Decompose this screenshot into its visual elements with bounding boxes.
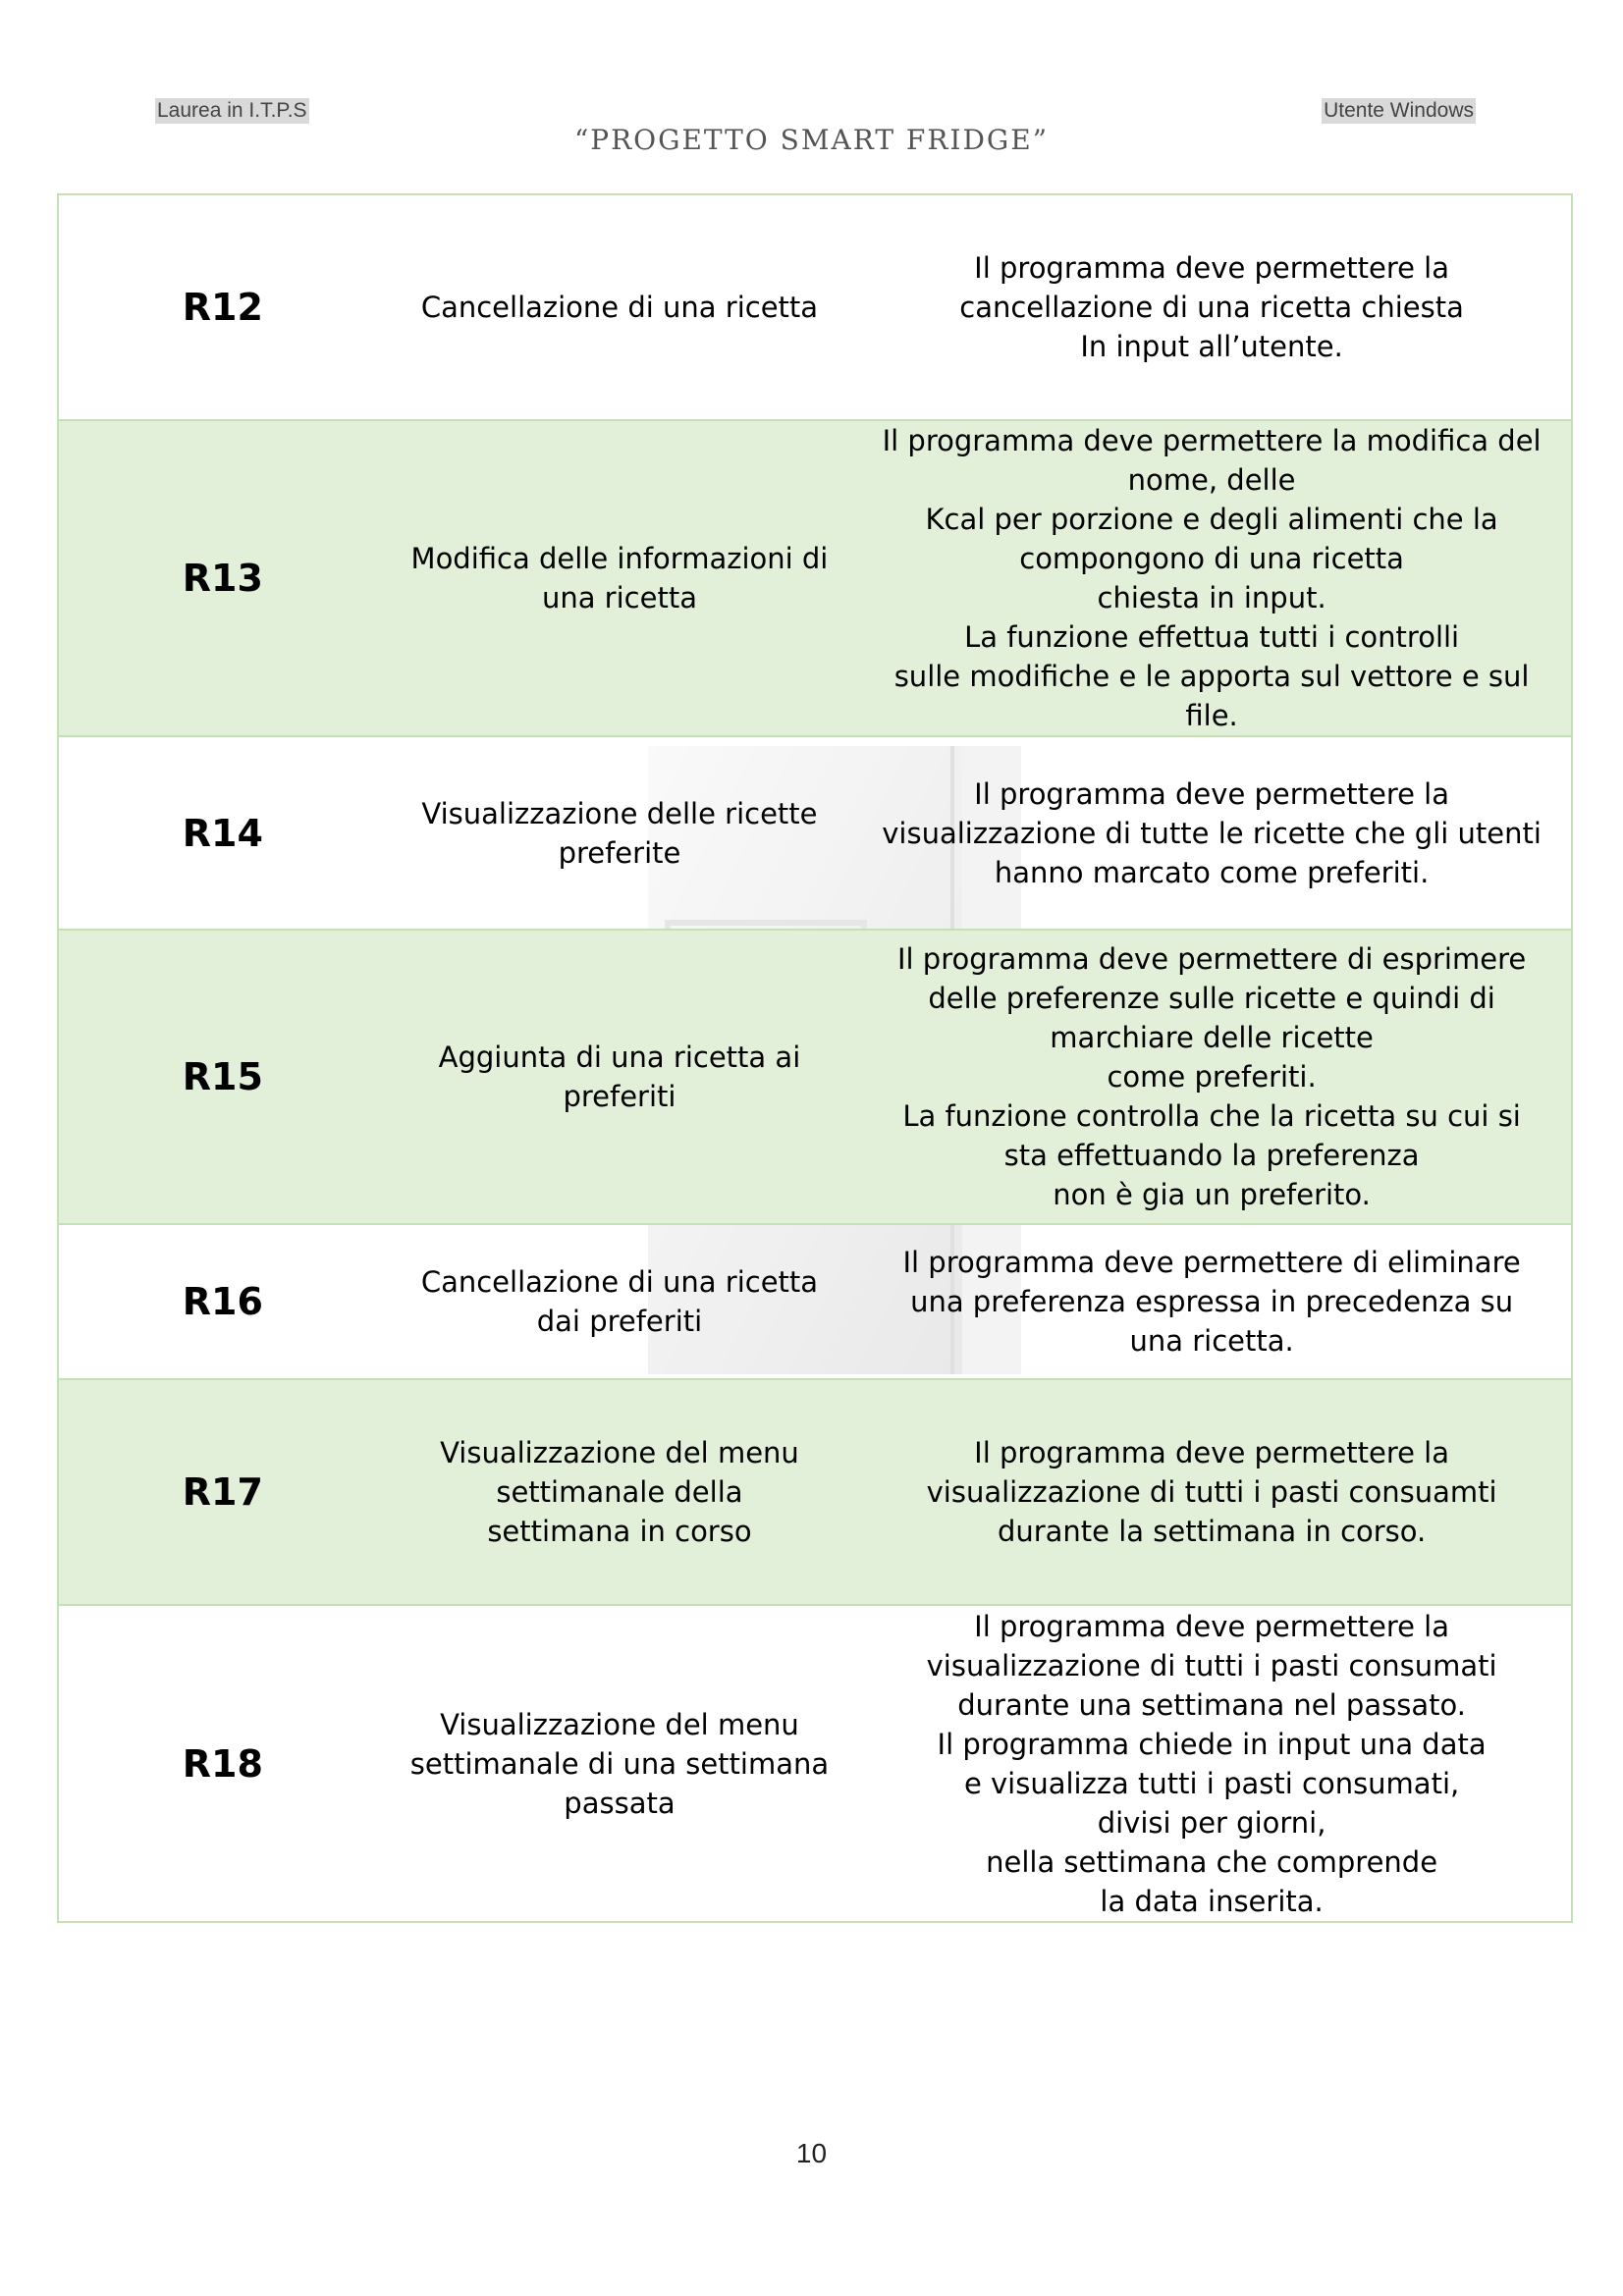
requirement-description: Il programma deve permettere di esprimere delle preferenze sulle ricette e quindi di marchiare delle ricette come preferiti. La funzione controlla che la ricetta su cui si sta effettuando la preferenza non è gia un preferito. <box>852 930 1572 1224</box>
requirement-name: Cancellazione di una ricetta <box>387 194 852 420</box>
requirement-code: R16 <box>58 1224 387 1379</box>
requirement-name: Visualizzazione del menu settimanale della settimana in corso <box>387 1379 852 1605</box>
requirement-name: Cancellazione di una ricetta dai preferiti <box>387 1224 852 1379</box>
requirement-name: Visualizzazione delle ricette preferite <box>387 736 852 930</box>
page-number: 10 <box>795 2138 828 2168</box>
table-row <box>58 1224 1572 1379</box>
requirement-description: Il programma deve permettere di eliminare una preferenza espressa in precedenza su una ricetta. <box>852 1224 1572 1379</box>
requirement-description: Il programma deve permettere la cancellazione di una ricetta chiesta In input all’utente. <box>852 194 1572 420</box>
requirement-description: Il programma deve permettere la visualizzazione di tutti i pasti consuamti durante la settimana in corso. <box>852 1379 1572 1605</box>
table-row <box>58 736 1572 930</box>
requirement-description: Il programma deve permettere la visualizzazione di tutte le ricette che gli utenti hanno marcato come preferiti. <box>852 736 1572 930</box>
header-right-text: Utente Windows <box>1324 99 1474 122</box>
requirement-description: Il programma deve permettere la visualizzazione di tutti i pasti consumati durante una settimana nel passato. Il programma chiede in input una data e visualizza tutti i pasti consumati, divisi per giorni, nella settimana che comprende la data inserita. <box>852 1605 1572 1922</box>
document-title: “PROGETTO SMART FRIDGE” <box>573 124 1050 156</box>
requirement-description: Il programma deve permettere la modifica del nome, delle Kcal per porzione e degli alimenti che la compongono di una ricetta chiesta in input. La funzione effettua tutti i controlli sulle modifiche e le apporta sul vettore e sul file. <box>852 420 1572 736</box>
requirement-code: R18 <box>58 1605 387 1922</box>
requirement-code: R17 <box>58 1379 387 1605</box>
requirement-name: Modifica delle informazioni di una ricetta <box>387 420 852 736</box>
requirement-code: R12 <box>58 194 387 420</box>
table-row <box>58 1605 1572 1922</box>
table-row <box>58 420 1572 736</box>
table-row <box>58 194 1572 420</box>
requirement-code: R15 <box>58 930 387 1224</box>
requirement-code: R13 <box>58 420 387 736</box>
header-left-text: Laurea in I.T.P.S <box>157 99 307 122</box>
table-row <box>58 1379 1572 1605</box>
requirement-code: R14 <box>58 736 387 930</box>
requirement-name: Aggiunta di una ricetta ai preferiti <box>387 930 852 1224</box>
table-row <box>58 930 1572 1224</box>
requirements-table <box>57 193 1573 1923</box>
requirement-name: Visualizzazione del menu settimanale di una settimana passata <box>387 1605 852 1922</box>
